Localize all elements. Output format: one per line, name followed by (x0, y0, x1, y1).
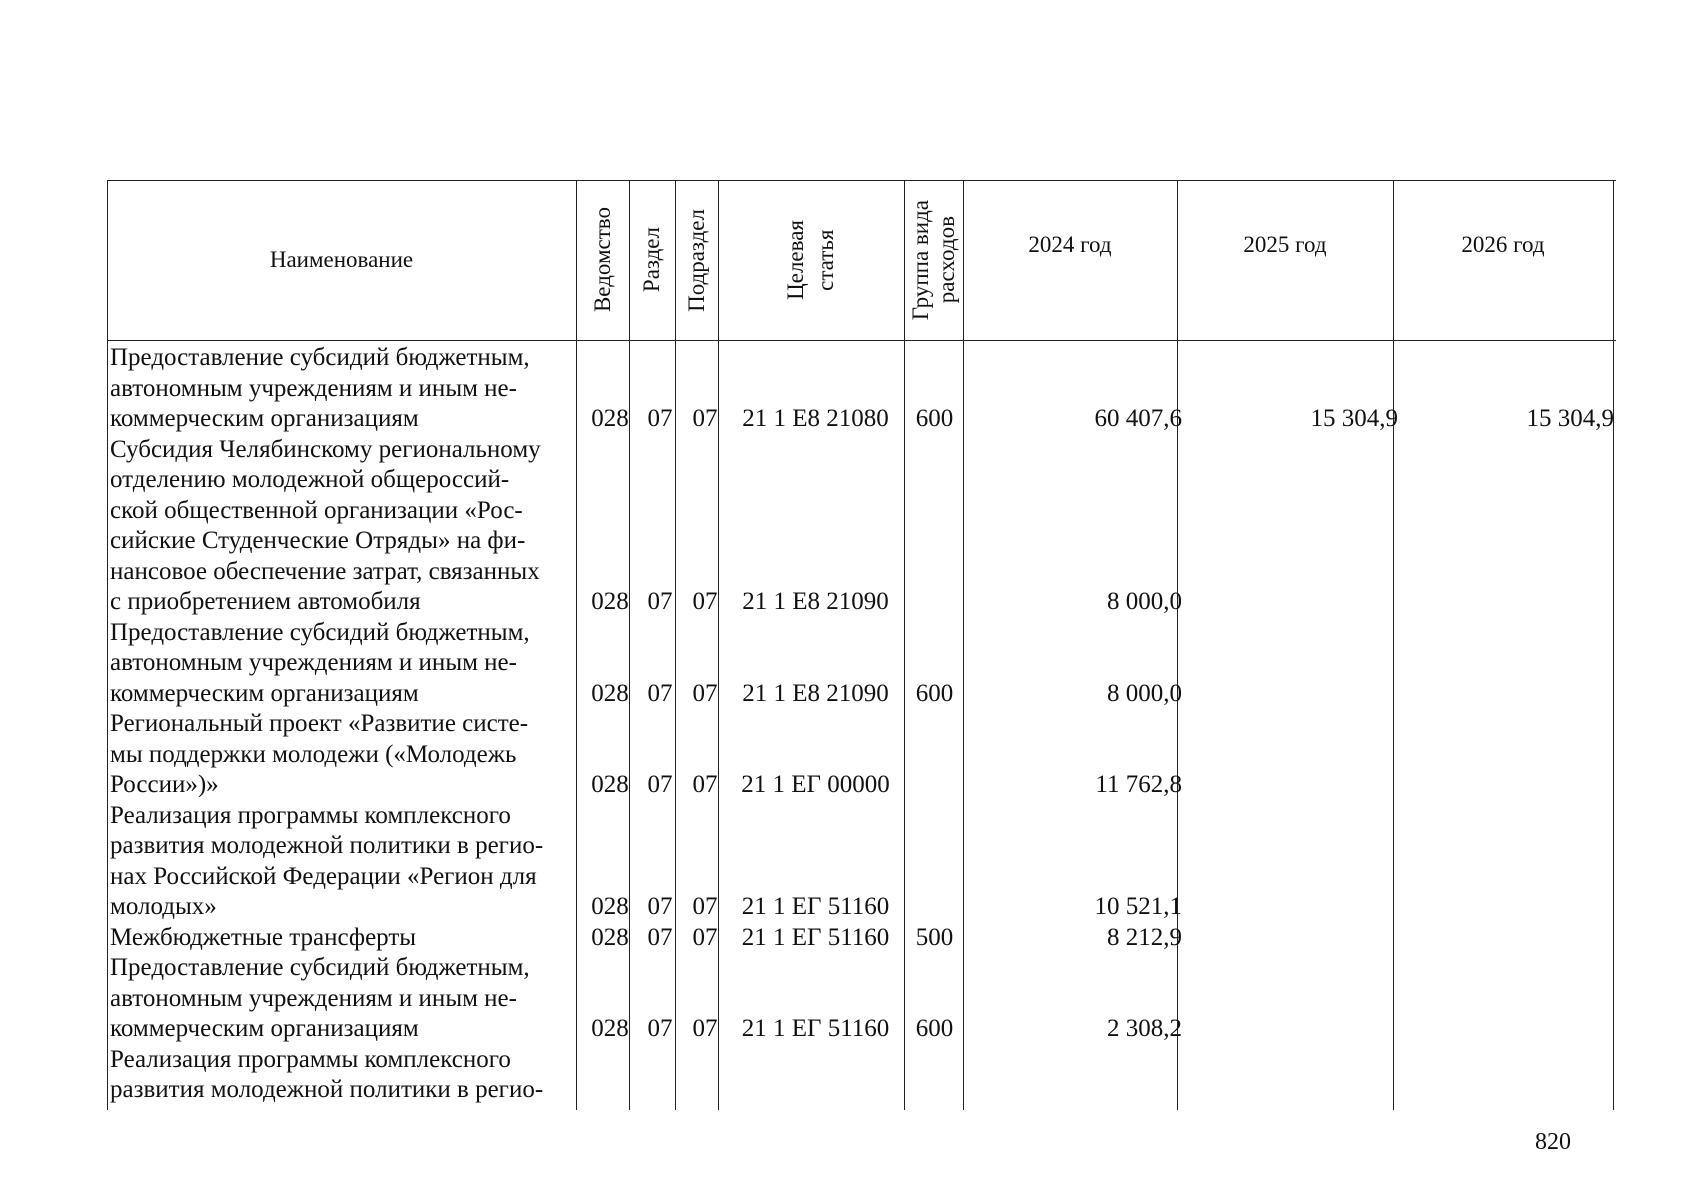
row-name-line: автономным учреждениям и иным не- (110, 374, 517, 402)
cell-raz: 07 (647, 679, 673, 707)
header-2025-text: 2025 год (1243, 232, 1327, 257)
header-2026 (1393, 180, 1613, 340)
header-gruppa-line1: Группа вида (907, 199, 933, 321)
row-name-line: ской общественной организации «Рос- (110, 496, 523, 524)
row-name-line: мы поддержки молодежи («Молодежь (110, 740, 517, 768)
cell-ved: 028 (591, 923, 629, 951)
cell-y2024: 60 407,6 (1094, 405, 1182, 432)
cell-raz: 07 (647, 588, 673, 615)
budget-table (107, 180, 1616, 1110)
row-name (110, 1045, 575, 1106)
cell-pod: 07 (692, 771, 718, 798)
cell-y2025: 15 304,9 (1310, 405, 1398, 432)
row-name-line: Субсидия Челябинскому региональному (110, 435, 541, 463)
row-name-line: коммерческим организациям (110, 405, 419, 432)
header-vedomstvo (576, 180, 629, 340)
row-name (110, 435, 575, 618)
row-name-line: Предоставление субсидий бюджетным, (110, 618, 530, 646)
cell-y2024: 2 308,2 (1107, 1015, 1182, 1042)
table-row (107, 953, 1616, 1045)
row-name-line: с приобретением автомобиля (110, 588, 421, 615)
cell-raz: 07 (647, 405, 673, 432)
header-vedomstvo-text: Ведомство (589, 207, 615, 313)
row-name-line: молодых» (110, 893, 217, 920)
cell-grp: 600 (915, 405, 954, 432)
header-celevaya-line2: статья (813, 229, 838, 291)
cell-raz: 07 (647, 893, 673, 920)
cell-cel: 21 1 ЕГ 00000 (741, 771, 890, 798)
header-divider (107, 340, 1616, 341)
cell-ved: 028 (591, 588, 629, 615)
table-row (107, 1045, 1616, 1106)
row-name (110, 709, 575, 801)
table-row (107, 343, 1616, 435)
row-name (110, 343, 575, 435)
cell-ved: 028 (591, 405, 629, 432)
cell-cel: 21 1 ЕГ 51160 (741, 923, 890, 951)
row-name (110, 923, 575, 954)
cell-cel: 21 1 Е8 21080 (742, 405, 889, 432)
table-row (107, 801, 1616, 923)
cell-grp: 600 (915, 679, 954, 707)
header-razdel (629, 180, 675, 340)
cell-cel: 21 1 Е8 21090 (742, 588, 889, 615)
table-row (107, 923, 1616, 954)
row-name-line: автономным учреждениям и иным не- (110, 649, 517, 676)
cell-pod: 07 (692, 923, 718, 951)
row-name-line: коммерческим организациям (110, 679, 419, 707)
cell-ved: 028 (591, 893, 629, 920)
row-name-line: Региональный проект «Развитие систе- (110, 710, 529, 737)
header-2024-text: 2024 год (1028, 232, 1112, 257)
header-celevaya-line1: Целевая (783, 220, 808, 300)
header-gruppa-line2: расходов (933, 216, 959, 304)
header-celevaya-statya (718, 180, 904, 340)
row-name-line: развития молодежной политики в регио- (110, 832, 544, 859)
cell-y2024: 10 521,1 (1094, 893, 1182, 920)
row-name (110, 801, 575, 923)
cell-y2024: 8 212,9 (1107, 923, 1182, 951)
cell-y2024: 11 762,8 (1095, 771, 1182, 798)
cell-cel: 21 1 ЕГ 51160 (741, 1015, 890, 1042)
header-gruppa-vida (904, 180, 963, 340)
row-name-line: Реализация программы комплексного (110, 801, 511, 829)
cell-cel: 21 1 Е8 21090 (742, 679, 889, 707)
header-2026-text: 2026 год (1461, 232, 1545, 257)
cell-ved: 028 (591, 679, 629, 707)
row-name-line: Предоставление субсидий бюджетным, (110, 954, 530, 981)
row-name-line: отделению молодежной общероссий- (110, 466, 510, 493)
cell-y2024: 8 000,0 (1107, 679, 1182, 707)
row-name-line: автономным учреждениям и иным не- (110, 984, 517, 1012)
row-name-line: коммерческим организациям (110, 1015, 419, 1042)
row-name-line: развития молодежной политики в регио- (110, 1076, 544, 1103)
row-name-line: Межбюджетные трансферты (110, 923, 417, 951)
header-podrazdel (675, 180, 718, 340)
cell-pod: 07 (692, 405, 718, 432)
row-name-line: нансовое обеспечение затрат, связанных (110, 557, 540, 585)
cell-pod: 07 (692, 893, 718, 920)
header-celevaya-text (781, 220, 841, 300)
header-name (107, 180, 576, 340)
table-row (107, 618, 1616, 710)
cell-pod: 07 (692, 679, 718, 707)
cell-raz: 07 (647, 1015, 673, 1042)
cell-raz: 07 (647, 771, 673, 798)
header-name-text: Наименование (269, 247, 414, 272)
cell-ved: 028 (591, 1015, 629, 1042)
cell-cel: 21 1 ЕГ 51160 (741, 893, 890, 920)
row-name-line: Предоставление субсидий бюджетным, (110, 344, 530, 371)
cell-pod: 07 (692, 588, 718, 615)
header-podrazdel-text: Подраздел (683, 208, 709, 312)
table-row (107, 709, 1616, 801)
header-gruppa-text (908, 200, 960, 320)
header-2025 (1177, 180, 1393, 340)
row-name-line: нах Российской Федерации «Регион для (110, 862, 537, 890)
page-number: 820 (1535, 1129, 1571, 1155)
row-name (110, 953, 575, 1045)
cell-grp: 500 (915, 923, 954, 951)
table-row (107, 435, 1616, 618)
cell-ved: 028 (591, 771, 629, 798)
row-name-line: России»)» (110, 771, 219, 798)
row-name-line: сийские Студенческие Отряды» на фи- (110, 527, 526, 554)
row-name (110, 618, 575, 710)
header-razdel-text: Раздел (639, 227, 664, 293)
cell-grp: 600 (915, 1015, 954, 1042)
cell-y2024: 8 000,0 (1107, 588, 1182, 615)
row-name-line: Реализация программы комплексного (110, 1045, 511, 1073)
header-2024 (963, 180, 1177, 340)
cell-pod: 07 (692, 1015, 718, 1042)
cell-y2026: 15 304,9 (1526, 405, 1614, 432)
cell-raz: 07 (647, 923, 673, 951)
